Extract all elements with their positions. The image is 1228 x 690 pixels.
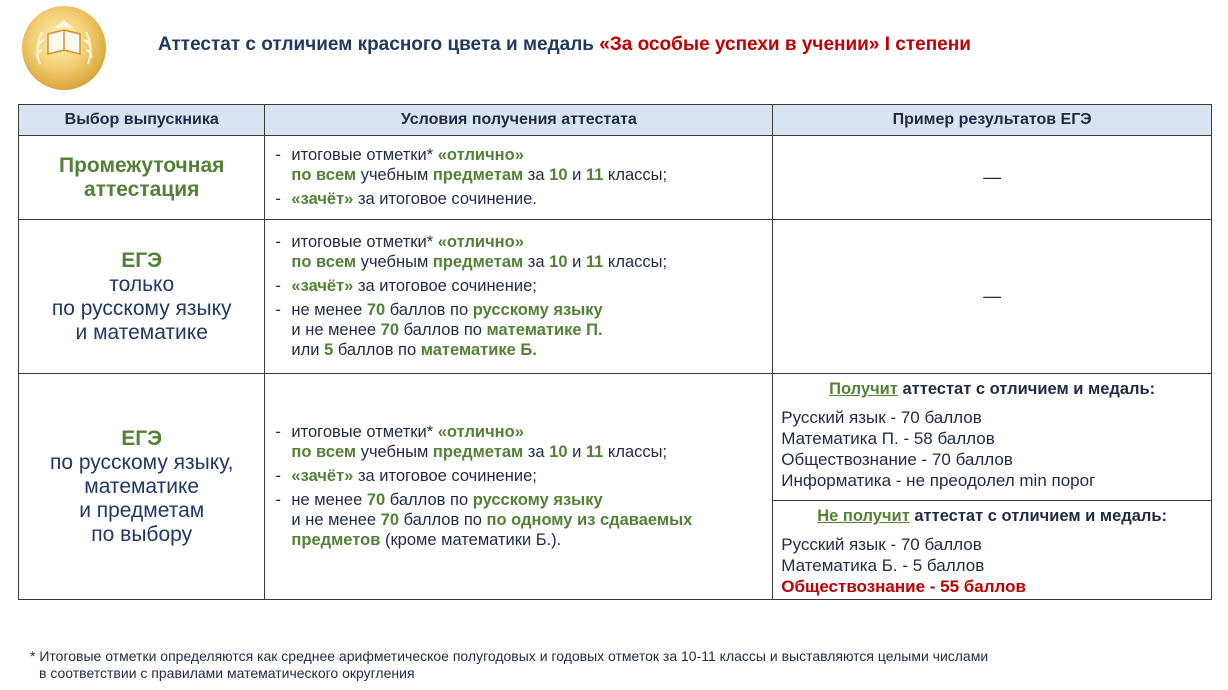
- emblem-logo: [20, 4, 108, 92]
- choice-cell: [19, 136, 265, 220]
- choice-cell: ЕГЭ только по русскому языку и математике: [19, 220, 265, 374]
- condition-essay: - «зачёт» за итоговое сочинение;: [275, 466, 764, 486]
- table-row: [19, 136, 1212, 220]
- footnote-line: * Итоговые отметки определяются как среднее арифметическое полугодовых и годовых отметок за 10-11 классы и выставляются целыми числами: [30, 648, 989, 664]
- example-pass-heading: Получит аттестат с отличием и медаль:: [829, 380, 1156, 398]
- conditions-cell: [265, 136, 773, 220]
- table-row: [19, 220, 1212, 374]
- condition-min-scores: - не менее 70 баллов по русскому языку и не менее 70 баллов по по одному из сдаваемых предметов (кроме математики Б.).: [275, 490, 764, 550]
- example-pass-line: Русский язык - 70 баллов: [781, 408, 982, 427]
- example-fail-line: Математика Б. - 5 баллов: [781, 556, 985, 575]
- example-fail-block: [773, 500, 1211, 597]
- example-fail-heading: Не получит аттестат с отличием и медаль:: [817, 507, 1168, 525]
- footnote: [30, 648, 1210, 682]
- example-cell: —: [773, 136, 1212, 220]
- example-fail-bad-line: Обществознание - 55 баллов: [781, 577, 1026, 596]
- example-cell: [773, 374, 1212, 600]
- example-pass-line: Обществознание - 70 баллов: [781, 450, 1013, 469]
- condition-essay: - «зачёт» за итоговое сочинение.: [275, 189, 764, 209]
- table-row: [19, 374, 1212, 600]
- condition-grades: - итоговые отметки* «отлично» по всем учебным предметам за 10 и 11 классы;: [275, 232, 764, 272]
- choice-cell: ЕГЭ по русскому языку, математике и предметам по выбору: [19, 374, 265, 600]
- example-pass-block: [773, 374, 1211, 500]
- choice-ege-optional: ЕГЭ: [121, 426, 163, 450]
- title-part-main: Аттестат с отличием красного цвета и медаль: [158, 34, 600, 55]
- example-pass-line: Математика П. - 58 баллов: [781, 429, 995, 448]
- title-part-medal: «За особые успехи в учении» I степени: [599, 34, 971, 55]
- footnote-line: в соответствии с правилами математического округления: [39, 665, 415, 681]
- condition-grades: - итоговые отметки* «отлично» по всем учебным предметам за 10 и 11 классы;: [275, 145, 764, 185]
- choice-intermediate: Промежуточная аттестация: [59, 153, 225, 201]
- book-laurel-icon: [20, 4, 108, 92]
- condition-grades: - итоговые отметки* «отлично» по всем учебным предметам за 10 и 11 классы;: [275, 422, 764, 462]
- conditions-table: [18, 104, 1212, 600]
- conditions-cell: [265, 220, 773, 374]
- page-title: [158, 34, 1218, 56]
- header-conditions: Условия получения аттестата: [265, 105, 773, 136]
- example-cell: —: [773, 220, 1212, 374]
- choice-ege: ЕГЭ: [121, 248, 163, 272]
- example-pass-line: Информатика - не преодолел min порог: [781, 471, 1096, 490]
- example-fail-line: Русский язык - 70 баллов: [781, 535, 982, 554]
- condition-min-scores: - не менее 70 баллов по русскому языку и не менее 70 баллов по математике П. или 5 баллов по математике Б.: [275, 300, 764, 360]
- conditions-cell: [265, 374, 773, 600]
- header-example: Пример результатов ЕГЭ: [773, 105, 1212, 136]
- table-header-row: [19, 105, 1212, 136]
- condition-essay: - «зачёт» за итоговое сочинение;: [275, 276, 764, 296]
- header-choice: Выбор выпускника: [19, 105, 265, 136]
